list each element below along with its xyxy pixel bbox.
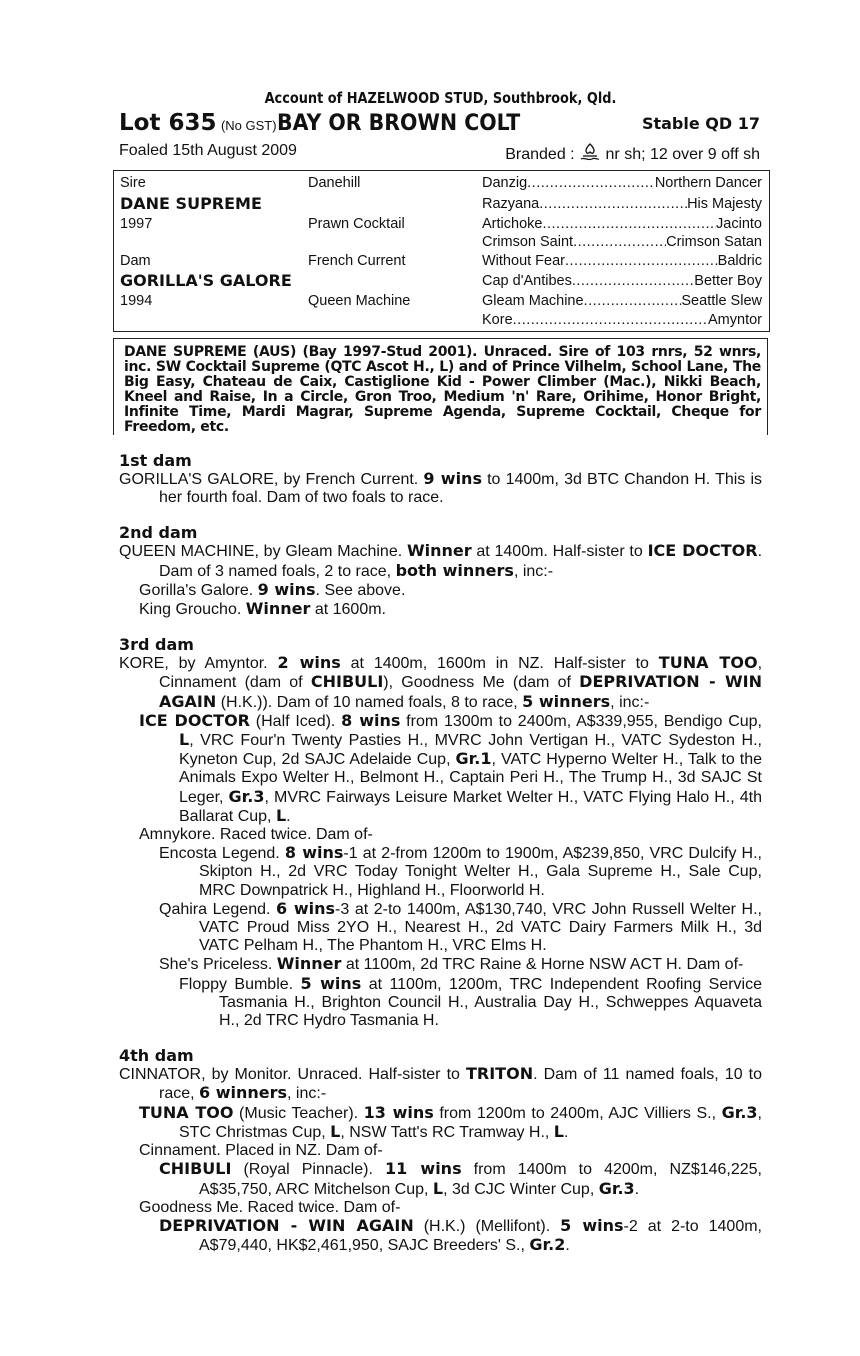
entry-text: at 1100m, 2d TRC Raine & Horne NSW ACT H. Dam of- [341, 956, 744, 974]
bold-text: L [432, 1178, 444, 1198]
entry-text: , VRC Four'n Twenty Pasties H., MVRC John Vertigan H., VATC Sydeston H., Kyneton Cup, 2d SAJC Adelaide Cup, [179, 732, 762, 769]
bold-text: 13 wins [363, 1102, 434, 1122]
entry-text: , inc:- [513, 562, 554, 580]
bold-text: L [553, 1121, 564, 1141]
family-entry [119, 712, 762, 826]
sire-label: Sire [120, 175, 146, 191]
entry-text: , VATC Hyperno Welter H., Talk to the Animals Expo Welter H., Belmont H., Captain Peri H., The Trump H., 3d SAJC St Leger, [179, 751, 762, 806]
family-entry [119, 654, 762, 712]
bold-text: 8 wins [284, 843, 344, 863]
bold-text: L [179, 730, 190, 750]
entry-text: (Music Teacher). [233, 1104, 364, 1122]
entry-text: . [564, 1123, 569, 1141]
dam-label: Dam [120, 253, 151, 269]
gen3-name: Kore [482, 312, 513, 328]
sire-dam: Prawn Cocktail [308, 216, 405, 232]
branded-details: nr sh; 12 over 9 off sh [605, 146, 760, 163]
dam-sire: French Current [308, 253, 406, 269]
family-entry [119, 975, 762, 1031]
bold-text: 5 winners [522, 691, 611, 711]
entry-text: at 1600m. [310, 601, 386, 619]
family-entry [119, 600, 762, 619]
stable-code: Stable QD 17 [641, 114, 760, 133]
entry-text: (Half Iced). [250, 712, 342, 730]
entry-text: King Groucho. [139, 601, 246, 619]
entry-text: , inc:- [287, 1085, 327, 1103]
entry-text: from 1300m to 2400m, A$339,955, Bendigo Cup, [400, 712, 763, 730]
entry-text: from 1200m to 2400m, AJC Villiers S., [433, 1104, 722, 1122]
entry-text: at 1400m. Half-sister to [471, 543, 648, 561]
gen3-sire: Seattle Slew [681, 293, 762, 309]
dam-section [119, 1046, 762, 1255]
entry-text: from 1400m to 4200m, NZ$146,225, A$35,750, ARC Mitchelson Cup, [199, 1161, 762, 1198]
bold-text: Winner [406, 541, 472, 561]
dam-year: 1994 [120, 293, 153, 309]
entry-text: CINNATOR, by Monitor. Unraced. Half-sister to [119, 1066, 466, 1084]
branded-label: Branded : [505, 146, 575, 163]
gen3-row [482, 196, 762, 212]
section-heading: 3rd dam [119, 635, 194, 655]
entry-text: at 1100m, 1200m, TRC Independent Roofing Service Tasmania H., Brighton Council H., Australia Day H., Schweppes Aquaveta H., 2d TRC Hydro Tasmania H. [219, 975, 763, 1030]
gen3-sire: Northern Dancer [654, 175, 762, 191]
bold-text: Gr.2 [529, 1235, 566, 1255]
entry-text: -1 at 2-from 1200m to 1900m, A$239,850, VRC Dulcify H., Skipton H., 2d VRC Today Tonight Welter H., Gala Supreme H., Sale Cup, MRC Downpatrick H., Highland H., Floorworld H. [199, 845, 762, 899]
entry-text: Cinnament. Placed in NZ. Dam of- [139, 1142, 383, 1160]
bold-text: ICE DOCTOR [139, 710, 250, 730]
bold-text: Winner [245, 599, 311, 619]
sire-sire: Danehill [308, 175, 361, 191]
bold-text: CHIBULI [159, 1159, 232, 1179]
section-heading: 4th dam [119, 1046, 194, 1066]
gen3-name: Crimson Saint [482, 234, 574, 250]
entry-text: , MVRC Fairways Leisure Market Welter H., VATC Flying Halo H., 4th Ballarat Cup, [179, 788, 762, 825]
bold-text: 9 wins [423, 469, 482, 488]
entry-text: -3 at 2-to 1400m, A$130,740, VRC John Russell Welter H., VATC Proud Miss 2YO H., Nearest H., 2d VATC Dairy Farmers Milk H., 3d VATC Pelham H., The Phantom H., VRC Elms H. [199, 900, 762, 955]
bold-text: ICE DOCTOR [647, 541, 758, 561]
family-sections [119, 451, 762, 1255]
gen3-row [482, 253, 762, 269]
bold-text: 6 wins [276, 898, 336, 918]
entry-text: . [565, 1237, 570, 1255]
bold-text: 2 wins [277, 653, 341, 673]
entry-text: , STC Christmas Cup, [179, 1104, 762, 1141]
gen3-row [482, 216, 762, 232]
branded-info [505, 142, 760, 164]
entry-text: KORE, by Amyntor. [119, 655, 278, 673]
sire-name: DANE SUPREME [120, 194, 262, 213]
lot-number: Lot 635 [119, 110, 217, 136]
family-entry [119, 1142, 762, 1160]
bold-text: TRITON [465, 1064, 534, 1084]
entry-text: Goodness Me. Raced twice. Dam of- [139, 1198, 401, 1216]
gen3-row [482, 175, 762, 191]
gen3-sire: Baldric [717, 253, 762, 269]
bold-text: 6 winners [199, 1083, 288, 1103]
entry-text: . [286, 807, 291, 825]
family-entry [119, 1160, 762, 1198]
family-entry [119, 1199, 762, 1217]
entry-text: Qahira Legend. [159, 900, 277, 918]
gen3-name: Without Fear [482, 253, 565, 269]
entry-text: ), Goodness Me (dam of [383, 674, 580, 692]
family-entry [119, 581, 762, 600]
entry-text: to 1400m, 3d BTC Chandon H. This is her fourth foal. Dam of two foals to race. [159, 471, 762, 507]
entry-text: , inc:- [610, 693, 650, 711]
lot-title: BAY OR BROWN COLT [276, 111, 520, 136]
gen3-row [482, 273, 762, 289]
gen3-sire: Crimson Satan [666, 234, 762, 250]
entry-text: . Dam of 11 named foals, 10 to race, [159, 1066, 762, 1103]
sire-summary: DANE SUPREME (AUS) (Bay 1997-Stud 2001). Unraced. Sire of 103 rnrs, 52 wnrs, inc. SW Cocktail Supreme (QTC Ascot H., L) and of Prince Vilhelm, School Lane, The Big Easy, Chateau de Caix, Castiglione Kid - Power Climber (Mac.), Nikki Beach, Kneel and Raise, In a Circle, Gron Troo, Medium 'n' Rare, Orihime, Honor Bright, Infinite Time, Mardi Magrar, Supreme Agenda, Supreme Cocktail, Cheque for Freedom, etc. [113, 338, 768, 435]
bold-text: Gr.3 [721, 1102, 758, 1122]
dam-name: GORILLA'S GALORE [120, 271, 292, 290]
bold-text: DEPRIVATION - WIN AGAIN [159, 672, 762, 711]
family-entry [119, 470, 762, 507]
bold-text: CHIBULI [310, 672, 384, 692]
entry-text: Floppy Bumble. [179, 975, 301, 993]
family-entry [119, 1065, 762, 1103]
entry-text: Gorilla's Galore. [139, 581, 258, 599]
gen3-name: Artichoke [482, 216, 543, 232]
family-entry [119, 844, 762, 900]
gen3-name: Cap d'Antibes [482, 273, 572, 289]
entry-text: at 1400m, 1600m in NZ. Half-sister to [340, 655, 659, 673]
family-entry [119, 542, 762, 580]
gst-note: (No GST) [220, 118, 277, 133]
pedigree-table [113, 170, 770, 332]
gen3-row [482, 293, 762, 309]
bold-text: Gr.3 [228, 786, 265, 806]
bold-text: 8 wins [341, 710, 401, 730]
family-entry [119, 955, 762, 974]
gen3-row [482, 312, 762, 328]
family-entry [119, 826, 762, 844]
dam-section [119, 451, 762, 507]
gen3-sire: Amyntor [708, 312, 762, 328]
entry-text: -2 at 2-to 1400m, A$79,440, HK$2,461,950, SAJC Breeders' S., [199, 1217, 763, 1255]
entry-text: Amnykore. Raced twice. Dam of- [139, 826, 373, 844]
dam-section [119, 523, 762, 619]
entry-text: , NSW Tatt's RC Tramway H., [340, 1123, 554, 1141]
section-heading: 1st dam [119, 451, 192, 470]
gen3-sire: Better Boy [694, 273, 762, 289]
family-entry [119, 900, 762, 956]
bold-text: both winners [395, 560, 514, 580]
bold-text: L [275, 805, 287, 825]
bold-text: Winner [276, 954, 342, 974]
family-entry [119, 1104, 762, 1142]
bold-text: 5 wins [560, 1215, 624, 1235]
foaled-date: Foaled 15th August 2009 [119, 142, 297, 159]
gen3-sire: His Majesty [687, 196, 762, 212]
sire-year: 1997 [120, 216, 153, 232]
entry-text: GORILLA'S GALORE, by French Current. [119, 471, 424, 488]
entry-text: QUEEN MACHINE, by Gleam Machine. [119, 543, 407, 561]
bold-text: 5 wins [300, 973, 362, 993]
entry-text: , 3d CJC Winter Cup, [443, 1180, 599, 1198]
entry-text: . Dam of 3 named foals, 2 to race, [159, 543, 763, 580]
entry-text: . See above. [315, 581, 406, 599]
entry-text: Encosta Legend. [159, 845, 285, 863]
entry-text: (Royal Pinnacle). [231, 1161, 385, 1179]
bold-text: TUNA TOO [139, 1102, 234, 1122]
bold-text: Gr.3 [598, 1178, 635, 1198]
bold-text: 11 wins [384, 1159, 462, 1179]
bold-text: DEPRIVATION - WIN AGAIN [159, 1215, 414, 1235]
dam-dam: Queen Machine [308, 293, 411, 309]
foaled-line [119, 142, 762, 168]
entry-text: , Cinnament (dam of [159, 655, 763, 692]
account-line: Account of HAZELWOOD STUD, Southbrook, Qld. [264, 89, 617, 107]
entry-text: She's Priceless. [159, 956, 277, 974]
gen3-row [482, 234, 762, 250]
family-entry [119, 1217, 762, 1255]
bold-text: L [330, 1121, 341, 1141]
bold-text: Gr.1 [455, 749, 492, 769]
gen3-sire: Jacinto [716, 216, 762, 232]
section-heading: 2nd dam [119, 523, 198, 543]
entry-text: (H.K.)). Dam of 10 named foals, 8 to race, [216, 693, 523, 711]
lot-line [119, 110, 762, 138]
dam-section [119, 635, 762, 1030]
entry-text: (H.K.) (Mellifont). [413, 1217, 561, 1235]
catalogue-page [119, 88, 762, 1255]
bold-text: TUNA TOO [658, 653, 758, 673]
bold-text: 9 wins [257, 579, 316, 599]
brand-mark-icon [579, 142, 601, 162]
gen3-name: Gleam Machine [482, 293, 584, 309]
gen3-name: Razyana [482, 196, 540, 212]
entry-text: . [634, 1180, 640, 1198]
gen3-name: Danzig [482, 175, 528, 191]
